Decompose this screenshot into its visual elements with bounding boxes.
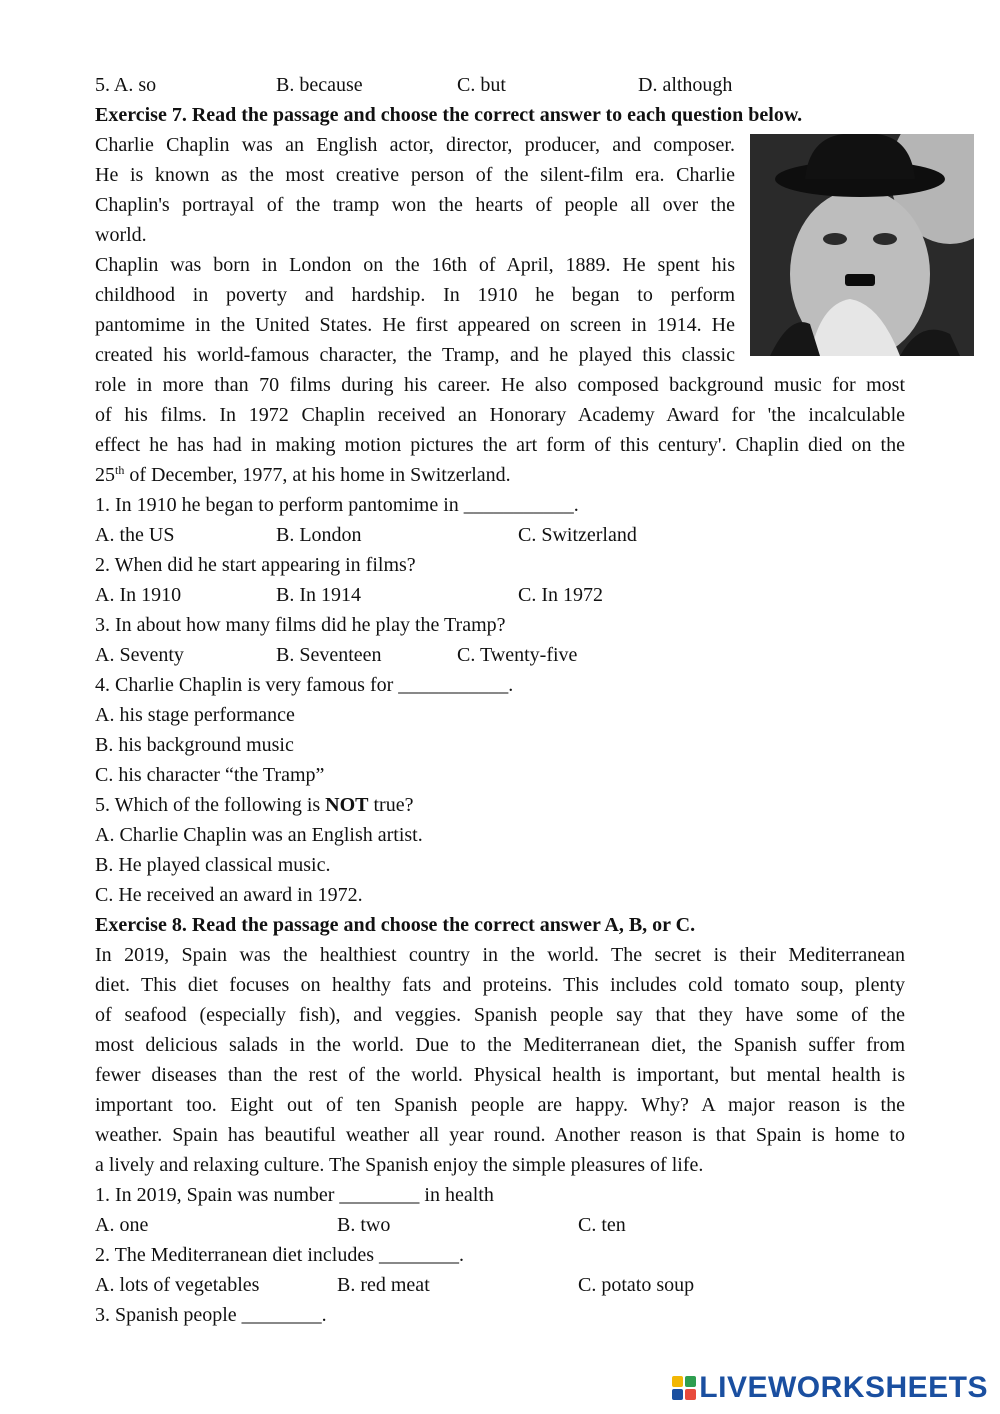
question-options — [95, 640, 905, 670]
question-options — [95, 1270, 905, 1300]
passage-line: childhood in poverty and hardship. In 1910 he began to perform — [95, 284, 735, 306]
option-c[interactable]: C. Switzerland — [518, 524, 637, 546]
question-stem: 1. In 2019, Spain was number ________ in health — [95, 1184, 494, 1206]
option-b: B. because — [276, 74, 363, 96]
passage-line: created his world-famous character, the Tramp, and he played this classic — [95, 344, 735, 366]
liveworksheets-logo-icon — [672, 1376, 696, 1400]
question-options — [95, 520, 905, 550]
question-stem: 2. The Mediterranean diet includes ________. — [95, 1244, 464, 1266]
passage-line: weather. Spain has beautiful weather all year round. Another reason is that Spain is home to — [95, 1124, 905, 1146]
passage-line: fewer diseases than the rest of the world. Physical health is important, but mental health is — [95, 1064, 905, 1086]
logo-square-yellow — [672, 1376, 683, 1387]
option-b[interactable]: B. his background music — [95, 734, 294, 756]
passage-line: important too. Eight out of ten Spanish people are happy. Why? A major reason is the — [95, 1094, 905, 1116]
passage-line: world. — [95, 224, 147, 246]
logo-square-green — [685, 1376, 696, 1387]
passage-line: role in more than 70 films during his career. He also composed background music for most — [95, 374, 905, 396]
passage-line: Chaplin was born in London on the 16th of April, 1889. He spent his — [95, 254, 735, 276]
option-c[interactable]: C. his character “the Tramp” — [95, 764, 325, 786]
question-stem: 2. When did he start appearing in films? — [95, 554, 416, 576]
option-a[interactable]: A. Charlie Chaplin was an English artist. — [95, 824, 423, 846]
option-b[interactable]: B. red meat — [337, 1274, 430, 1296]
option-a[interactable]: A. the US — [95, 524, 175, 546]
passage-line: of his films. In 1972 Chaplin received an Honorary Academy Award for 'the incalculable — [95, 404, 905, 426]
option-b[interactable]: B. London — [276, 524, 362, 546]
question-stem: 3. Spanish people ________. — [95, 1304, 327, 1326]
option-b[interactable]: B. He played classical music. — [95, 854, 331, 876]
question-stem: 1. In 1910 he began to perform pantomime in ___________. — [95, 494, 579, 516]
passage-line: effect he has had in making motion pictures the art form of this century'. Chaplin died on the — [95, 434, 905, 456]
exercise-8-heading: Exercise 8. Read the passage and choose the correct answer A, B, or C. — [95, 914, 696, 936]
option-c[interactable]: C. Twenty-five — [457, 644, 578, 666]
exercise-7-heading: Exercise 7. Read the passage and choose the correct answer to each question below. — [95, 104, 803, 126]
previous-question-options — [95, 70, 905, 100]
passage-line: Chaplin's portrayal of the tramp won the hearts of people all over the — [95, 194, 735, 216]
question-stem: 5. Which of the following is NOT true? — [95, 794, 414, 816]
passage-line: pantomime in the United States. He first appeared on screen in 1914. He — [95, 314, 735, 336]
passage-line: In 2019, Spain was the healthiest country in the world. The secret is their Mediterranean — [95, 944, 905, 966]
question-stem: 4. Charlie Chaplin is very famous for ___________. — [95, 674, 514, 696]
option-c[interactable]: C. ten — [578, 1214, 626, 1236]
option-c: C. but — [457, 74, 506, 96]
option-c[interactable]: C. In 1972 — [518, 584, 603, 606]
option-a[interactable]: A. In 1910 — [95, 584, 182, 606]
passage-line: He is known as the most creative person of the silent-film era. Charlie — [95, 164, 735, 186]
logo-square-red — [685, 1389, 696, 1400]
liveworksheets-logo-text: LIVEWORKSHEETS — [699, 1371, 988, 1404]
option-c[interactable]: C. He received an award in 1972. — [95, 884, 363, 906]
question-stem: 3. In about how many films did he play the Tramp? — [95, 614, 506, 636]
logo-square-blue — [672, 1389, 683, 1400]
question-options — [95, 1210, 905, 1240]
option-a[interactable]: A. Seventy — [95, 644, 184, 666]
passage-line: a lively and relaxing culture. The Spanish enjoy the simple pleasures of life. — [95, 1154, 704, 1176]
liveworksheets-logo[interactable] — [672, 1372, 988, 1404]
option-b[interactable]: B. Seventeen — [276, 644, 382, 666]
option-c[interactable]: C. potato soup — [578, 1274, 695, 1296]
option-d: D. although — [638, 74, 733, 96]
option-a[interactable]: A. one — [95, 1214, 149, 1236]
passage-line: 25th of December, 1977, at his home in Switzerland. — [95, 463, 511, 486]
option-a[interactable]: A. his stage performance — [95, 704, 295, 726]
passage-line: of seafood (especially fish), and veggies. Spanish people say that they have some of the — [95, 1004, 905, 1026]
worksheet-page — [95, 70, 905, 1330]
passage-line: most delicious salads in the world. Due to the Mediterranean diet, the Spanish suffer from — [95, 1034, 905, 1056]
option-b[interactable]: B. two — [337, 1214, 391, 1236]
passage-line: diet. This diet focuses on healthy fats and proteins. This includes cold tomato soup, plenty — [95, 974, 905, 996]
option-b[interactable]: B. In 1914 — [276, 584, 361, 606]
option-a[interactable]: A. lots of vegetables — [95, 1274, 260, 1296]
passage-line: Charlie Chaplin was an English actor, director, producer, and composer. — [95, 134, 735, 156]
question-options — [95, 580, 905, 610]
option-a: 5. A. so — [95, 74, 157, 96]
